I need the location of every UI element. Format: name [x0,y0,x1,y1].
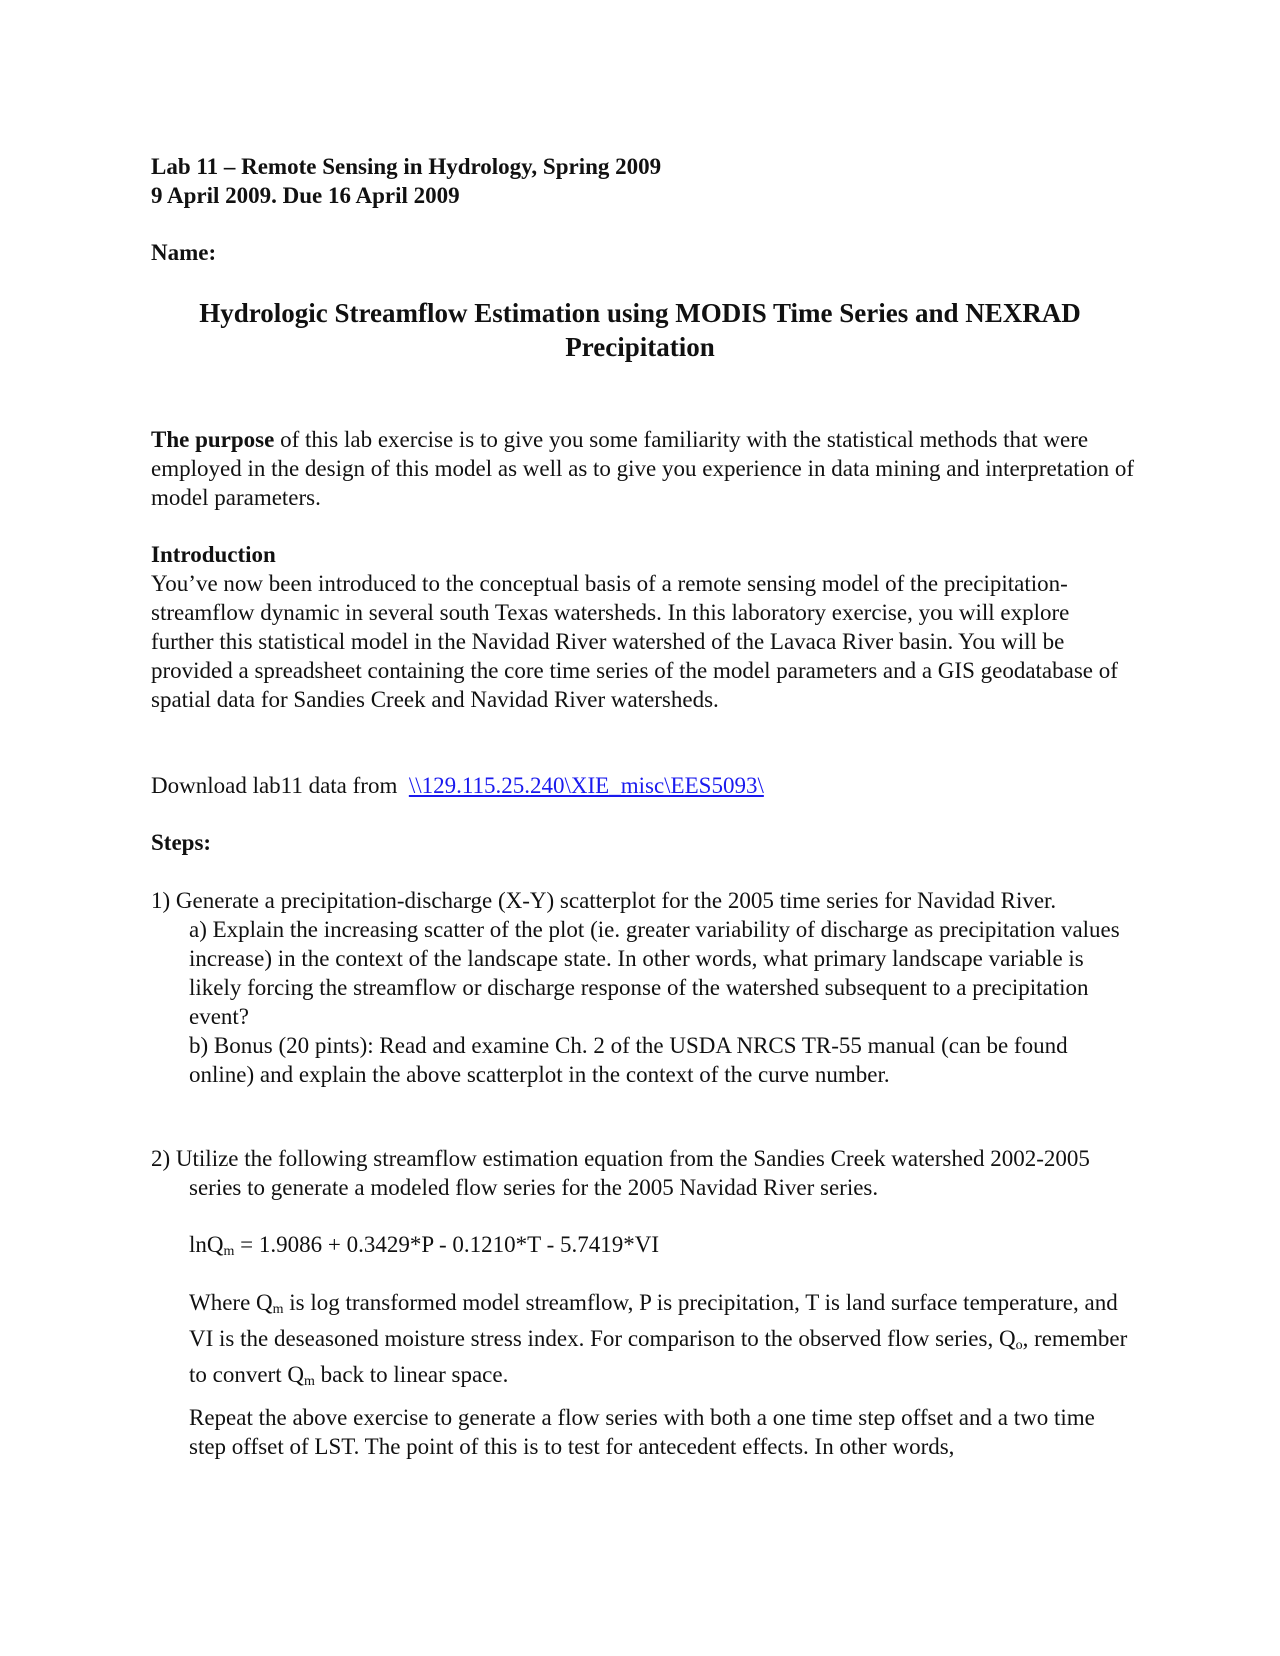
introduction-heading: Introduction [151,542,276,567]
where-sub-2: o [1015,1338,1023,1353]
where-paragraph [189,1288,1134,1396]
purpose-text: of this lab exercise is to give you some familiarity with the statistical methods that were employed in the design of this model as well as to give you experience in data mining and interpretation of model parameters. [151,427,1134,510]
purpose-lead: The purpose [151,427,275,452]
step-1-text: 1) Generate a precipitation-discharge (X-Y) scatterplot for the 2005 time series for Navidad River. [151,888,1057,913]
step-2 [151,1144,1136,1202]
download-label: Download lab11 data from [151,773,409,798]
equation-line [189,1230,1129,1266]
purpose-section [151,425,1136,512]
equation-definitions [189,1288,1134,1396]
introduction-section [151,540,1136,714]
repeat-paragraph: Repeat the above exercise to generate a flow series with both a one time step offset and a two time step offset of LST. The point of this is to test for antecedent effects. In other words, [189,1405,1095,1459]
lab-title: Lab 11 – Remote Sensing in Hydrology, Spring 2009 [151,154,662,179]
equation-lhs: lnQ [189,1232,224,1257]
download-row [151,771,1136,800]
equation-lhs-subscript: m [223,1244,235,1259]
where-part-1: Where Q [189,1290,273,1315]
step-2-text: 2) Utilize the following streamflow estimation equation from the Sandies Creek watershed 2002-2005 series to generate a modeled flow series for the 2005 Navidad River series. [151,1146,1090,1200]
where-sub-3: m [303,1374,315,1389]
document-title [120,296,1160,364]
equation-rhs: = 1.9086 + 0.3429*P - 0.1210*T - 5.7419*VI [234,1232,659,1257]
steps-heading: Steps: [151,830,212,855]
where-part-3: , remember to convert Q [189,1326,1128,1387]
streamflow-equation [189,1230,1129,1266]
step-1 [151,886,1136,1089]
lab-dates: 9 April 2009. Due 16 April 2009 [151,183,460,208]
where-part-2: is log transformed model streamflow, P is precipitation, T is land surface temperature, and VI is the deseasoned moisture stress index. For comparison to the observed flow series, Q [189,1290,1118,1351]
document-title-line-1: Hydrologic Streamflow Estimation using MODIS Time Series and NEXRAD [199,298,1081,328]
introduction-paragraph: You’ve now been introduced to the conceptual basis of a remote sensing model of the precipitation-streamflow dynamic in several south Texas watersheds. In this laboratory exercise, you will explore further this statistical model in the Navidad River watershed of the Lavaca River basin. You will be provided a spreadsheet containing the core time series of the model parameters and a GIS geodatabase of spatial data for Sandies Creek and Navidad River watersheds. [151,571,1118,712]
name-field-row [151,238,1131,267]
download-paragraph [151,771,1136,800]
where-part-4: back to linear space. [314,1362,509,1387]
lab-header [151,152,1131,210]
step-1a-text: a) Explain the increasing scatter of the plot (ie. greater variability of discharge as precipitation values increase) in the context of the landscape state. In other words, what primary landscape variable is likely forcing the streamflow or discharge response of the watershed subsequent to a precipitation event? [189,917,1120,1029]
document-title-line-2: Precipitation [565,332,715,362]
repeat-section [189,1403,1134,1461]
name-label: Name: [151,240,217,265]
data-share-link[interactable]: \\129.115.25.240\XIE_misc\EES5093\ [408,773,764,798]
step-1b-text: b) Bonus (20 pints): Read and examine Ch. 2 of the USDA NRCS TR-55 manual (can be found online) and explain the above scatterplot in the context of the curve number. [189,1033,1068,1087]
where-sub-1: m [272,1302,284,1317]
steps-section-heading [151,828,211,857]
purpose-paragraph [151,425,1136,512]
